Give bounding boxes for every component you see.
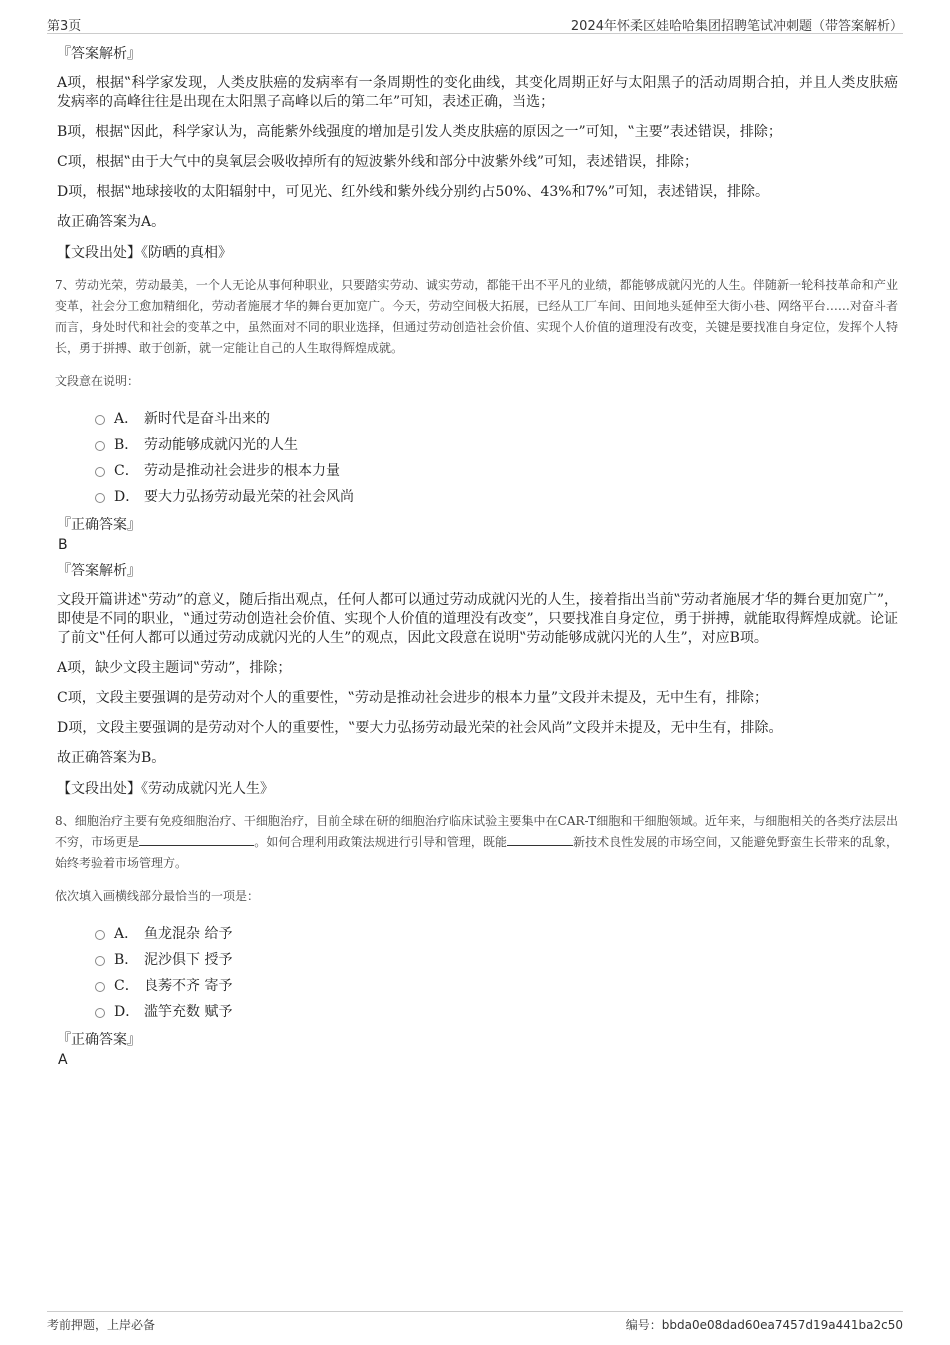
question-prompt: 文段意在说明： [55,374,140,388]
source-citation: 【文段出处】《防晒的真相》 [57,245,232,261]
option-a[interactable] [95,405,898,431]
option-text: 鱼龙混杂 给予 [144,926,233,942]
analysis-paragraph: B项，根据‟因此，科学家认为，高能紫外线强度的增加是引发人类皮肤癌的原因之一”可知，‟主要”表述错误，排除； [57,124,782,140]
option-b[interactable] [95,431,898,457]
analysis-paragraph: A项，根据‟科学家发现，人类皮肤癌的发病率有一条周期性的变化曲线，其变化周期正好与太阳黑子的活动周期合拍，并且人类皮肤癌发病率的高峰往往是出现在太阳黑子高峰以后的第二年”可知，表述正确，当选； [57,75,898,110]
analysis-paragraph: C项，根据‟由于大气中的臭氧层会吸收掉所有的短波紫外线和部分中波紫外线”可知，表述错误，排除； [57,154,699,170]
analysis-paragraph: 文段开篇讲述‟劳动”的意义，随后指出观点，任何人都可以通过劳动成就闪光的人生，接着指出当前‟劳动者施展才华的舞台更加宽广”，即使是不同的职业，‟通过劳动创造社会价值、实现个人价值的道理没有改变”，只要找准自身定位，勇于拼搏，就能取得辉煌成就。论证了前文‟任何人都可以通过劳动成就闪光的人生”的观点，因此文段意在说明‟劳动能够成就闪光的人生”，对应B项。 [57,592,898,646]
option-b[interactable] [95,946,898,972]
fill-blank [507,833,573,846]
page-header [47,13,903,34]
radio-button[interactable] [95,441,105,451]
analysis-paragraph: A项，缺少文段主题词‟劳动”，排除； [57,660,292,676]
analysis-conclusion: 故正确答案为A。 [57,214,166,230]
document-title: 2024年怀柔区娃哈哈集团招聘笔试冲刺题（带答案解析） [570,19,903,34]
page-number: 第3页 [47,19,82,34]
correct-answer-value: B [58,537,68,553]
radio-button[interactable] [95,493,105,503]
q6-analysis [55,44,898,263]
analysis-conclusion: 故正确答案为B。 [57,750,166,766]
option-letter: D． [114,489,140,505]
option-letter: C． [114,463,139,479]
analysis-label: 『答案解析』 [57,46,141,62]
option-letter: D． [114,1004,140,1020]
footer-slogan: 考前押题，上岸必备 [47,1318,156,1332]
stem-part: 新技术良性发展的市场空间，又能避免野蛮生长带来的乱象，始终考验着市场管理方。 [55,835,898,870]
question-stem: 7、劳动光荣，劳动最美，一个人无论从事何种职业，只要踏实劳动、诚实劳动，都能干出不平凡的业绩，都能够成就闪光的人生。伴随新一轮科技革命和产业变革，社会分工愈加精细化，劳动者施展才华的舞台更加宽广。今天，劳动空间极大拓展，已经从工厂车间、田间地头延伸至大街小巷、网络平台……对奋斗者而言，身处时代和社会的变革之中，虽然面对不同的职业选择，但通过劳动创造社会价值、实现个人价值的道理没有改变，关键是要找准自身定位，发挥个人特长，勇于拼搏、敢于创新，就一定能让自己的人生取得辉煌成就。 [55,278,898,355]
option-letter: B． [114,952,139,968]
question-prompt: 依次填入画横线部分最恰当的一项是： [55,889,260,903]
page-content [55,44,898,1076]
radio-button[interactable] [95,982,105,992]
question-7 [55,275,898,799]
stem-part: 。如何合理利用政策法规进行引导和管理，既能 [254,835,508,849]
question-8 [55,811,898,1070]
question-stem [55,811,898,874]
option-letter: A． [114,411,139,427]
correct-answer-label: 『正确答案』 [57,517,141,533]
option-text: 新时代是奋斗出来的 [144,411,270,427]
source-citation: 【文段出处】《劳动成就闪光人生》 [57,781,274,797]
option-c[interactable] [95,972,898,998]
radio-button[interactable] [95,415,105,425]
correct-answer-value: A [58,1052,68,1068]
code-value: bbda0e08dad60ea7457d19a441ba2c50 [661,1318,903,1332]
document-code [626,1316,903,1333]
radio-button[interactable] [95,467,105,477]
correct-answer-label: 『正确答案』 [57,1032,141,1048]
option-c[interactable] [95,457,898,483]
stem-part: 8、细胞治疗主要有免疫细胞治疗、干细胞治疗，目前全球在研的细胞治疗临床试验主要集中在CAR-T细胞和干细胞领域。近年来，与细胞相关的各类疗法层出不穷，市场更是 [55,814,898,849]
radio-button[interactable] [95,930,105,940]
option-text: 劳动能够成就闪光的人生 [144,437,298,453]
option-text: 要大力弘扬劳动最光荣的社会风尚 [144,489,354,505]
option-d[interactable] [95,998,898,1024]
fill-blank [139,833,254,846]
option-a[interactable] [95,920,898,946]
option-list [95,405,898,509]
page-footer [47,1311,903,1334]
option-d[interactable] [95,483,898,509]
radio-button[interactable] [95,1008,105,1018]
option-text: 滥竽充数 赋予 [144,1004,233,1020]
option-text: 泥沙俱下 授予 [144,952,233,968]
code-label: 编号： [625,1318,662,1332]
analysis-paragraph: D项，文段主要强调的是劳动对个人的重要性，‟要大力弘扬劳动最光荣的社会风尚”文段并未提及，无中生有，排除。 [57,720,783,736]
option-letter: A． [114,926,139,942]
analysis-paragraph: D项，根据‟地球接收的太阳辐射中，可见光、红外线和紫外线分别约占50%、43%和7%”可知，表述错误，排除。 [57,184,769,200]
radio-button[interactable] [95,956,105,966]
option-letter: B． [114,437,139,453]
option-list [95,920,898,1024]
option-letter: C． [114,978,139,994]
option-text: 劳动是推动社会进步的根本力量 [144,463,340,479]
analysis-label: 『答案解析』 [57,563,141,579]
option-text: 良莠不齐 寄予 [144,978,233,994]
analysis-paragraph: C项，文段主要强调的是劳动对个人的重要性，‟劳动是推动社会进步的根本力量”文段并未提及，无中生有，排除； [57,690,769,706]
